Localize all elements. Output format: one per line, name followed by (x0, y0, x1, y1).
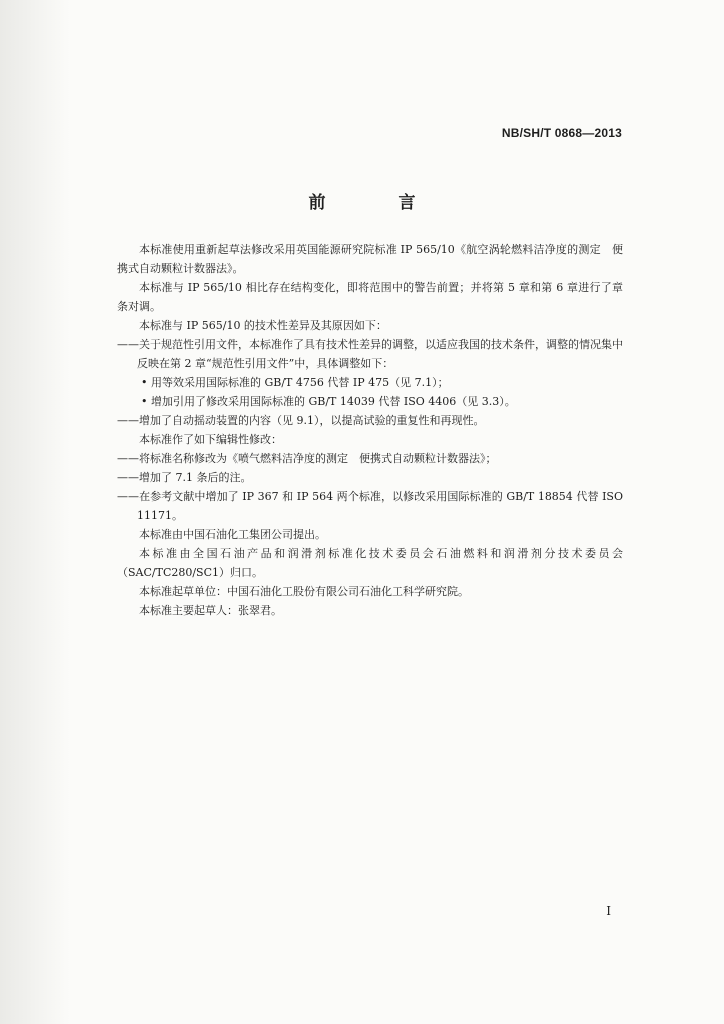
standard-code: NB/SH/T 0868—2013 (501, 126, 622, 140)
paragraph-drafter: 本标准主要起草人：张翠君。 (139, 604, 282, 617)
list-item-shaker: ——增加了自动摇动装置的内容（见 9.1），以提高试验的重复性和再现性。 (117, 414, 485, 427)
paragraph-structure-change: 本标准与 IP 565/10 相比存在结构变化，即将范围中的警告前置；并将第 5 章和第 6 章进行了章条对调。 (117, 281, 623, 313)
paragraph-committee: 本标准由全国石油产品和润滑剂标准化技术委员会石油燃料和润滑剂分技术委员会（SAC/TC280/SC1）归口。 (117, 547, 623, 579)
list-item-normative-refs: ——关于规范性引用文件，本标准作了具有技术性差异的调整，以适应我国的技术条件，调整的情况集中反映在第 2 章“规范性引用文件”中，具体调整如下： (117, 338, 623, 370)
scan-edge-shadow (0, 0, 70, 1024)
foreword-body (117, 240, 623, 620)
bullet-item-gbt14039: • 增加引用了修改采用国际标准的 GB/T 14039 代替 ISO 4406（见 3.3）。 (141, 395, 516, 408)
list-item-bibliography: ——在参考文献中增加了 IP 367 和 IP 564 两个标准，以修改采用国际标准的 GB/T 18854 代替 ISO 11171。 (117, 490, 623, 522)
list-item-note: ——增加了 7.1 条后的注。 (117, 471, 252, 484)
page-number: I (606, 904, 611, 918)
paragraph-editorial: 本标准作了如下编辑性修改： (139, 433, 282, 446)
page-title: 前 言 (308, 193, 444, 212)
paragraph-adoption: 本标准使用重新起草法修改采用英国能源研究院标准 IP 565/10《航空涡轮燃料洁净度的测定 便携式自动颗粒计数器法》。 (117, 243, 623, 275)
paragraph-tech-differences: 本标准与 IP 565/10 的技术性差异及其原因如下： (139, 319, 387, 332)
list-item-rename: ——将标准名称修改为《喷气燃料洁净度的测定 便携式自动颗粒计数器法》； (117, 452, 497, 465)
paragraph-drafting-unit: 本标准起草单位：中国石油化工股份有限公司石油化工科学研究院。 (139, 585, 469, 598)
bullet-item-gbt4756: • 用等效采用国际标准的 GB/T 4756 代替 IP 475（见 7.1）； (141, 376, 449, 389)
paragraph-proposer: 本标准由中国石油化工集团公司提出。 (139, 528, 326, 541)
